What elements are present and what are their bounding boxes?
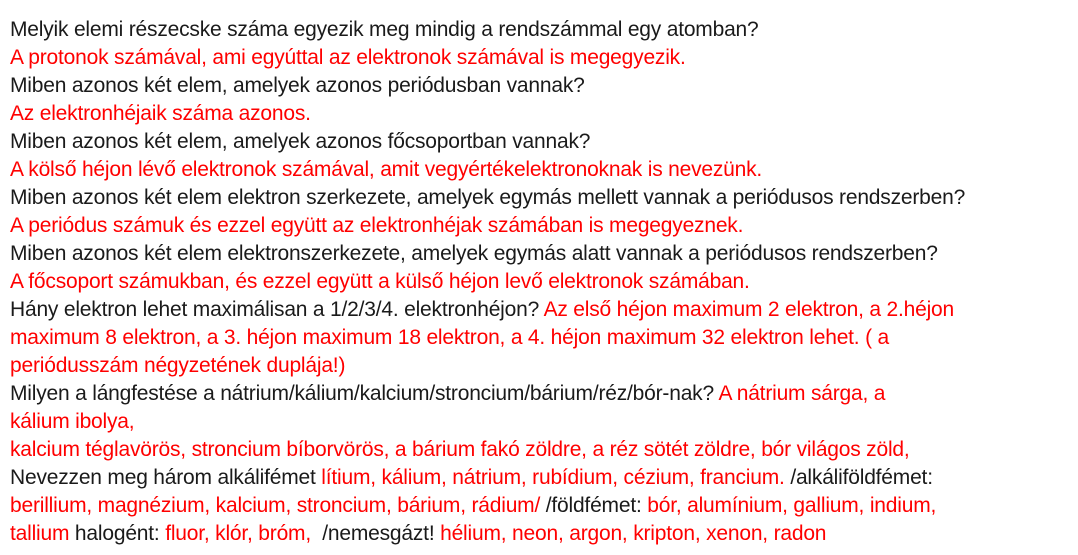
question-text-segment: /nemesgázt! [316, 522, 441, 545]
answer-text-segment: bór, alumínium, gallium, indium, [647, 494, 937, 517]
qa-line [10, 352, 1078, 380]
qa-line [10, 184, 1078, 212]
qa-line [10, 212, 1078, 240]
question-text-segment: Melyik elemi részecske száma egyezik meg mindig a rendszámmal egy atomban? [10, 18, 759, 41]
answer-text-segment: Az elektronhéjaik száma azonos. [10, 102, 311, 125]
question-text-segment: Milyen a lángfestése a nátrium/kálium/kalcium/stroncium/bárium/réz/bór-nak? [10, 382, 719, 405]
answer-text-segment: periódusszám négyzetének duplája!) [10, 354, 346, 377]
question-text-segment: Miben azonos két elem, amelyek azonos főcsoportban vannak? [10, 130, 591, 153]
answer-text-segment: fluor, klór, bróm, [165, 522, 317, 545]
qa-line [10, 268, 1078, 296]
question-text-segment: halogént: [69, 522, 166, 545]
question-text-segment: Nevezzen meg három alkálifémet [10, 466, 322, 489]
qa-line [10, 240, 1078, 268]
qa-line [10, 520, 1078, 548]
answer-text-segment: A kölső héjon lévő elektronok számával, amit vegyértékelektronoknak is nevezünk. [10, 158, 763, 181]
question-text-segment: /földfémet: [540, 494, 648, 517]
answer-text-segment: A főcsoport számukban, és ezzel együtt a külső héjon levő elektronok számában. [10, 270, 750, 293]
qa-line [10, 44, 1078, 72]
answer-text-segment: kálium ibolya, [10, 410, 135, 433]
qa-line [10, 436, 1078, 464]
qa-line [10, 156, 1078, 184]
qa-line [10, 296, 1078, 324]
qa-line [10, 408, 1078, 436]
qa-line [10, 324, 1078, 352]
answer-text-segment: Az első héjon maximum 2 elektron, a 2.héjon [543, 298, 955, 321]
qa-line [10, 100, 1078, 128]
qa-line [10, 464, 1078, 492]
answer-text-segment: hélium, neon, argon, kripton, xenon, radon [440, 522, 827, 545]
question-text-segment: Hány elektron lehet maximálisan a 1/2/3/4. elektronhéjon? [10, 298, 544, 321]
answer-text-segment: A periódus számuk és ezzel együtt az elektronhéjak számában is megegyeznek. [10, 214, 744, 237]
answer-text-segment: A nátrium sárga, a [718, 382, 886, 405]
qa-line [10, 380, 1078, 408]
answer-text-segment: tallium [10, 522, 70, 545]
qa-line [10, 128, 1078, 156]
answer-text-segment: lítium, kálium, nátrium, rubídium, cézium, francium. [321, 466, 785, 489]
question-text-segment: /alkáliföldfémet: [784, 466, 933, 489]
answer-text-segment: kalcium téglavörös, stroncium bíborvörös, a bárium fakó zöldre, a réz sötét zöldre, bór világos zöld, [10, 438, 910, 461]
qa-line [10, 492, 1078, 520]
answer-text-segment: berillium, magnézium, kalcium, stroncium, bárium, rádium/ [10, 494, 541, 517]
question-text-segment: Miben azonos két elem, amelyek azonos periódusban vannak? [10, 74, 585, 97]
answer-text-segment: maximum 8 elektron, a 3. héjon maximum 18 elektron, a 4. héjon maximum 32 elektron lehet. ( a [10, 326, 889, 349]
question-text-segment: Miben azonos két elem elektron szerkezete, amelyek egymás mellett vannak a periódusos rendszerben? [10, 186, 966, 209]
answer-text-segment: A protonok számával, ami egyúttal az elektronok számával is megegyezik. [10, 46, 686, 69]
question-text-segment: Miben azonos két elem elektronszerkezete, amelyek egymás alatt vannak a periódusos rendszerben? [10, 242, 938, 265]
qa-line [10, 16, 1078, 44]
qa-line [10, 72, 1078, 100]
